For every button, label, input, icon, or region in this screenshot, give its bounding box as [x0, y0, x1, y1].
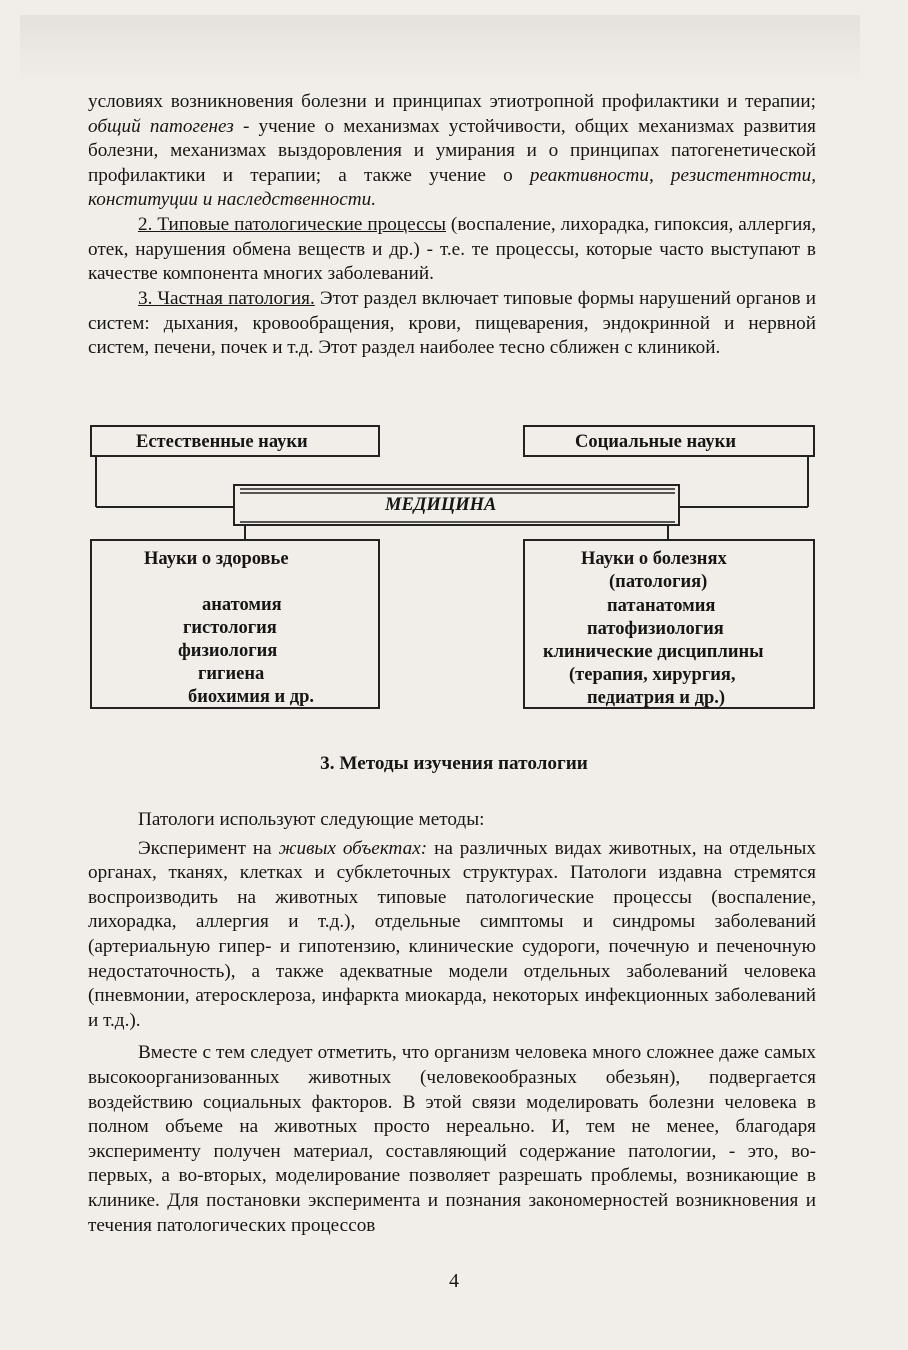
social-sciences-box: [523, 425, 815, 457]
text-span: - учение о механизмах устойчивости, общих механизмах развития болезни, механизмах выздоровления и умирания и о принципах патогенетической профилактики и терапии; а также учение о: [88, 115, 816, 186]
disease-sciences-box: [523, 539, 815, 709]
term-live-objects: живых объектах:: [278, 837, 428, 859]
disease-item: педиатрия и др.): [587, 688, 726, 708]
term-general-pathogenesis: общий патогенез: [88, 115, 234, 137]
health-sciences-title: Науки о здоровье: [144, 549, 289, 569]
disease-item: (терапия, хирургия,: [569, 665, 736, 685]
health-item: гистология: [183, 618, 277, 638]
section-3-title: 3. Частная патология.: [138, 288, 315, 309]
medicine-box: [233, 484, 680, 526]
paragraph-experiment: [88, 837, 816, 1034]
health-item: анатомия: [202, 595, 282, 615]
disease-item: патанатомия: [607, 596, 716, 616]
section-2-title: 2. Типовые патологические процессы: [138, 214, 446, 235]
section-title-methods: 3. Методы изучения патологии: [320, 753, 588, 774]
paragraph-human-complexity: Вместе с тем следует отметить, что организм человека много сложнее даже самых высокоорганизованных животных (человекообразных обезьян), подвергается воздействию социальных факторов. В этой связи моделировать болезни человека в полном объеме на животных просто нереально. И, тем не менее, благодаря эксперименту получен материал, составляющий содержание патологии, - это, во-первых, а во-вторых, моделирование позволяет разрешать проблемы, возникающие в клинике. Для постановки эксперимента и познания закономерностей возникновения и течения патологических процессов: [88, 1042, 816, 1236]
term-reactivity: реактивности, резистентности, конституции и наследственности.: [88, 164, 817, 211]
natural-sciences-box: [90, 425, 380, 457]
health-item: биохимия и др.: [188, 687, 315, 707]
methods-intro: Патологи используют следующие методы:: [138, 809, 485, 830]
medicine-label: МЕДИЦИНА: [385, 495, 497, 515]
health-item: физиология: [178, 641, 278, 661]
social-sciences-label: Социальные науки: [575, 432, 736, 452]
natural-sciences-label: Естественные науки: [136, 432, 308, 452]
section-2-body: (воспаление, лихорадка, гипоксия, аллергия, отек, нарушения обмена веществ и др.) - т.е. те процессы, которые часто выступают в качестве компонента многих заболеваний.: [88, 214, 816, 285]
text-span: условиях возникновения болезни и принципах этиотропной профилактики и терапии;: [88, 91, 816, 112]
disease-sciences-title: Науки о болезнях: [581, 549, 727, 569]
methods-body: [88, 808, 816, 1238]
health-item: гигиена: [198, 664, 265, 684]
text-span: на различных видах животных, на отдельных органах, тканях, клетках и субклеточных структурах. Патологи издавна стремятся воспроизводить на животных типовые патологические процессы (воспаление, лихорадка, аллергия и т.д.), отдельные симптомы и синдромы заболеваний (артериальную гипер- и гипотензию, клинические судороги, почечную и печеночную недостаточность), а также адекватные модели отдельных заболеваний человека (пневмонии, атеросклероза, инфаркта миокарда, некоторых инфекционных заболеваний и т.д.).: [88, 837, 816, 1031]
section-3-body: Этот раздел включает типовые формы нарушений органов и систем: дыхания, кровообращения, крови, пищеварения, эндокринной и нервной систем, печени, почек и т.д. Этот раздел наиболее тесно сближен с клиникой.: [88, 288, 816, 359]
page-number: 4: [449, 1270, 459, 1292]
health-sciences-box: [90, 539, 380, 709]
disease-sciences-subtitle: (патология): [609, 572, 708, 592]
disease-item: патофизиология: [587, 619, 724, 639]
disease-item: клинические дисциплины: [543, 642, 764, 662]
text-span: Эксперимент на: [138, 837, 279, 859]
